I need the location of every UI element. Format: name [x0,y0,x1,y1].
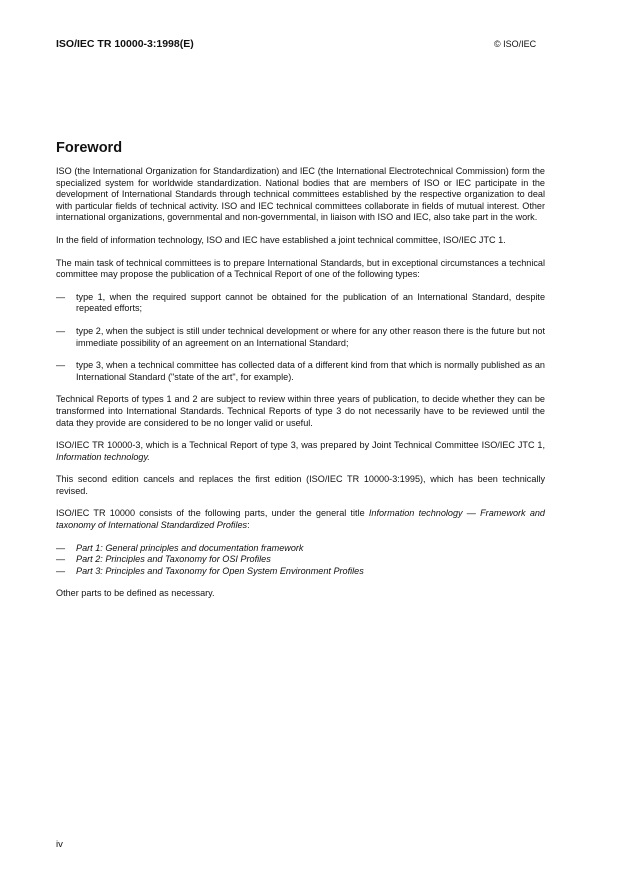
dash-bullet: — [56,542,66,553]
list-item-type-2 [56,326,545,349]
paragraph-jtc1: In the field of information technology, ISO and IEC have established a joint technical committee, ISO/IEC JTC 1. [56,234,506,245]
list-item-type-1 [56,292,545,315]
paragraph-prepared-by [56,440,545,463]
parts-intro-end: : [247,520,250,531]
committee-title: Information technology. [56,451,150,462]
parts-list [56,543,545,578]
page-number: iv [56,839,63,850]
part-title: Part 3: Principles and Taxonomy for Open System Environment Profiles [76,565,364,576]
page-title: Foreword [56,140,123,156]
list-item [56,566,545,578]
paragraph-edition: This second edition cancels and replaces the first edition (ISO/IEC TR 10000-3:1995), which has been technically revised. [56,474,545,496]
part-title: Part 1: General principles and documentation framework [76,542,304,553]
dash-bullet: — [56,554,66,565]
paragraph-main-task: The main task of technical committees is to prepare International Standards, but in exceptional circumstances a technical committee may propose the publication of a Technical Report of one of the following types: [56,257,545,280]
list-item-text: type 1, when the required support cannot be obtained for the publication of an International Standard, despite repeated efforts; [76,291,545,314]
paragraph-review: Technical Reports of types 1 and 2 are subject to review within three years of publication, to decide whether they can be transformed into International Standards. Technical Reports of type 3 do not necessarily have to be reviewed until the data they provide are considered to be no longer valid or useful. [56,394,545,428]
list-item [56,543,545,555]
prepared-by-text: ISO/IEC TR 10000-3, which is a Technical Report of type 3, was prepared by Joint Technical Committee ISO/IEC JTC 1, [56,440,545,451]
copyright-notice: © ISO/IEC [494,39,537,49]
dash-bullet: — [56,565,66,576]
parts-intro-text: ISO/IEC TR 10000 consists of the following parts, under the general title [56,508,369,519]
paragraph-other-parts: Other parts to be defined as necessary. [56,588,215,599]
paragraph-parts-intro [56,508,545,531]
foreword-body [56,166,545,611]
list-item [56,554,545,566]
dash-bullet: — [56,360,66,371]
document-id: ISO/IEC TR 10000-3:1998(E) [56,38,194,50]
dash-bullet: — [56,325,66,336]
list-item-type-3 [56,360,545,383]
general-title: Information technology — Framework and taxonomy of International Standardized Profiles [56,508,545,531]
part-title: Part 2: Principles and Taxonomy for OSI Profiles [76,554,271,565]
dash-bullet: — [56,291,66,302]
paragraph-iso-iec: ISO (the International Organization for Standardization) and IEC (the International Electrotechnical Commission) form the specialized system for worldwide standardization. National bodies that are members of ISO or IEC participate in the development of International Standards through technical committees established by the respective organization to deal with particular fields of technical activity. ISO and IEC technical committees collaborate in fields of mutual interest. Other international organizations, governmental and non-governmental, in liaison with ISO and IEC, also take part in the work. [56,166,545,223]
list-item-text: type 3, when a technical committee has collected data of a different kind from that which is normally published as an International Standard ("state of the art", for example). [76,360,545,382]
list-item-text: type 2, when the subject is still under technical development or where for any other reason there is the future but not immediate possibility of an agreement on an International Standard; [76,325,545,348]
